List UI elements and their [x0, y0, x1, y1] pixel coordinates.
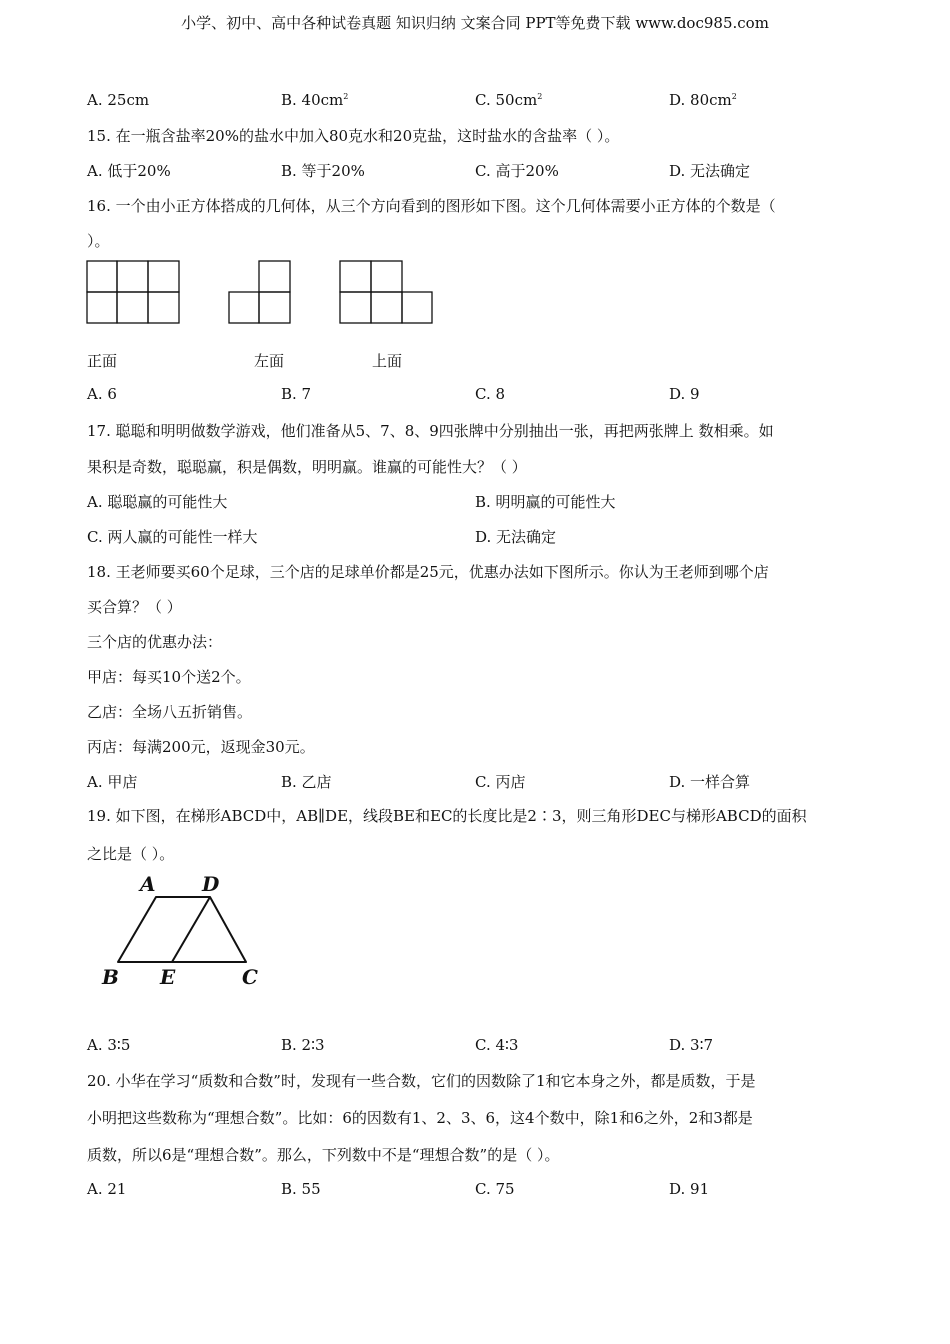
q18-offer-yi: 乙店：全场八五折销售。: [87, 703, 253, 721]
q17-option-b: B. 明明赢的可能性大: [475, 493, 616, 511]
front-view-grid: [87, 261, 179, 323]
q18-stem-line1: 18. 王老师要买60个足球，三个店的足球单价都是25元，优惠办法如下图所示。你认为王老师到哪个店: [87, 563, 769, 581]
label-a: A: [140, 872, 156, 896]
q18-option-a: A. 甲店: [87, 773, 138, 791]
left-view-grid: [229, 261, 290, 323]
label-e: E: [160, 965, 176, 989]
q20-stem-line3: 质数，所以6是“理想合数”。那么，下列数中不是“理想合数”的是（ ）。: [87, 1146, 560, 1164]
segment-de: [172, 897, 210, 962]
q17-stem-line2: 果积是奇数，聪聪赢，积是偶数，明明赢。谁赢的可能性大？（ ）: [87, 458, 527, 476]
q14-option-c-sup: 2: [537, 92, 543, 101]
q20-option-c: C. 75: [475, 1180, 515, 1198]
q17-option-c: C. 两人赢的可能性一样大: [87, 528, 258, 546]
top-view-label: 上面: [372, 352, 403, 370]
q14-option-a: [87, 91, 149, 109]
q19-stem-line1: 19. 如下图，在梯形ABCD中，AB∥DE，线段BE和EC的长度比是2∶3，则三角形DEC与梯形ABCD的面积: [87, 807, 807, 825]
q17-option-a: A. 聪聪赢的可能性大: [87, 493, 228, 511]
q18-stem-line2: 买合算？（ ）: [87, 598, 182, 616]
q15-option-b: B. 等于20%: [281, 162, 365, 180]
q19-option-d: D. 3∶7: [669, 1036, 714, 1054]
q14-option-b-text: B. 40cm: [281, 91, 344, 109]
q16-stem-line1: 16. 一个由小正方体搭成的几何体，从三个方向看到的图形如下图。这个几何体需要小正方体的个数是（: [87, 197, 776, 215]
q15-option-c: C. 高于20%: [475, 162, 559, 180]
q18-option-d: D. 一样合算: [669, 773, 751, 791]
front-view-label: 正面: [87, 352, 118, 370]
q20-option-b: B. 55: [281, 1180, 321, 1198]
top-view-grid: [340, 261, 432, 323]
q16-option-c: C. 8: [475, 385, 506, 403]
q14-option-c-text: C. 50cm: [475, 91, 538, 109]
q14-option-d-sup: 2: [731, 92, 737, 101]
q16-views-figure: [86, 260, 436, 326]
left-view-label: 左面: [254, 352, 285, 370]
q17-option-d: D. 无法确定: [475, 528, 557, 546]
q14-option-c: [475, 91, 542, 109]
q14-option-b-sup: 2: [343, 92, 349, 101]
q15-option-a: A. 低于20%: [87, 162, 171, 180]
q20-stem-line2: 小明把这些数称为“理想合数”。比如：6的因数有1、2、3、6，这4个数中，除1和6之外，2和3都是: [87, 1109, 753, 1127]
q19-option-b: B. 2∶3: [281, 1036, 325, 1054]
q20-option-d: D. 91: [669, 1180, 710, 1198]
q17-stem-line1: 17. 聪聪和明明做数学游戏，他们准备从5、7、8、9四张牌中分别抽出一张，再把两张牌上 数相乘。如: [87, 422, 774, 440]
q19-trapezoid-figure: [96, 870, 266, 990]
label-c: C: [242, 965, 258, 989]
q18-option-c: C. 丙店: [475, 773, 526, 791]
q20-option-a: A. 21: [87, 1180, 127, 1198]
q19-stem-line2: 之比是（ ）。: [87, 845, 175, 863]
trapezoid-abcd: [118, 897, 246, 962]
q16-option-d: D. 9: [669, 385, 700, 403]
q14-option-b: [281, 91, 348, 109]
q16-option-a: A. 6: [87, 385, 117, 403]
label-d: D: [202, 872, 220, 896]
q19-option-c: C. 4∶3: [475, 1036, 519, 1054]
q14-option-a-text: A. 25cm: [87, 91, 150, 109]
q15-stem: 15. 在一瓶含盐率20%的盐水中加入80克水和20克盐，这时盐水的含盐率（ ）。: [87, 127, 620, 145]
q20-stem-line1: 20. 小华在学习“质数和合数”时，发现有一些合数，它们的因数除了1和它本身之外，都是质数，于是: [87, 1072, 756, 1090]
q18-offer-jia: 甲店：每买10个送2个。: [87, 668, 251, 686]
q16-stem-line2: ）。: [87, 232, 110, 250]
q16-option-b: B. 7: [281, 385, 312, 403]
q14-option-d-text: D. 80cm: [669, 91, 732, 109]
page-header: 小学、初中、高中各种试卷真题 知识归纳 文案合同 PPT等免费下载 www.doc985.com: [181, 14, 769, 32]
q19-option-a: A. 3∶5: [87, 1036, 131, 1054]
q15-option-d: D. 无法确定: [669, 162, 751, 180]
q14-option-d: [669, 91, 737, 109]
q18-option-b: B. 乙店: [281, 773, 332, 791]
q18-offer-bing: 丙店：每满200元，返现金30元。: [87, 738, 315, 756]
label-b: B: [102, 965, 119, 989]
q18-offers-title: 三个店的优惠办法：: [87, 633, 223, 651]
